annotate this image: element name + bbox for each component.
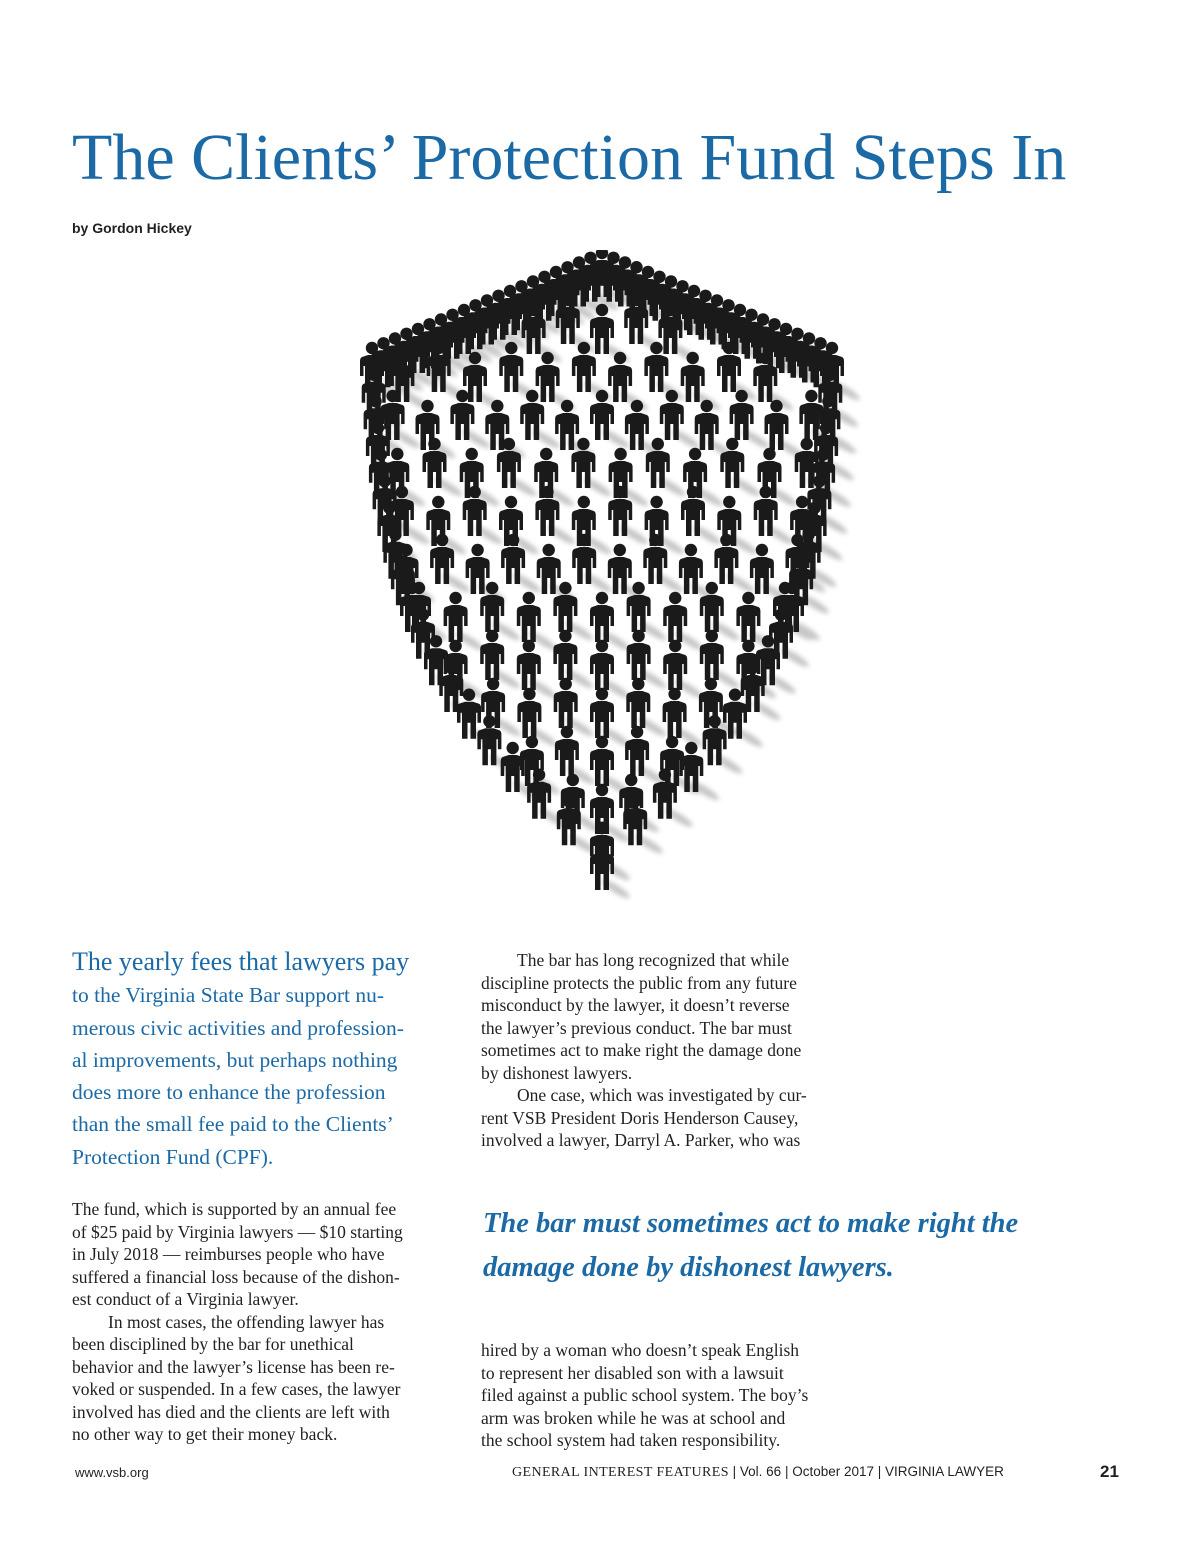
footer-separator: | [781, 1464, 793, 1479]
lead-line: merous civic activities and profession- [72, 1015, 404, 1040]
pull-quote-line: damage done by dishonest lawyers. [483, 1252, 894, 1283]
footer-date: October 2017 [792, 1464, 875, 1479]
text-line: the school system had taken responsibility. [481, 1430, 781, 1450]
body-column-right-top [481, 949, 871, 1152]
byline: by Gordon Hickey [72, 220, 192, 236]
footer-separator: | [728, 1464, 740, 1479]
body-column-right-bottom [481, 1339, 871, 1452]
lead-first-line: The yearly fees that lawyers pay [72, 947, 410, 976]
text-line: behavior and the lawyer’s license has been re- [72, 1356, 395, 1377]
page-number: 21 [1100, 1462, 1119, 1481]
footer-publication: VIRGINIA LAWYER [885, 1464, 1004, 1479]
footer-volume: Vol. 66 [739, 1464, 782, 1479]
text-line: In most cases, the offending lawyer has [108, 1311, 385, 1332]
article-title: The Clients’ Protection Fund Steps In [72, 121, 1067, 194]
text-line: sometimes act to make right the damage done [481, 1040, 802, 1060]
text-line: the lawyer’s previous conduct. The bar must [481, 1017, 792, 1038]
text-line: The fund, which is supported by an annual fee [72, 1199, 397, 1219]
lead-line: than the small fee paid to the Clients’ [72, 1112, 394, 1137]
text-line: no other way to get their money back. [72, 1424, 338, 1444]
paragraph-continued [481, 1339, 871, 1452]
text-line: discipline protects the public from any future [481, 972, 797, 993]
text-line: filed against a public school system. The boy’s [481, 1385, 809, 1405]
text-line: been disciplined by the bar for unethical [72, 1334, 354, 1354]
pull-quote-line: The bar must sometimes act to make right the [483, 1208, 1019, 1239]
text-line: involved has died and the clients are left with [72, 1401, 390, 1422]
text-line: involved a lawyer, Darryl A. Parker, who was [481, 1130, 801, 1150]
shield-of-people-illustration [330, 250, 870, 920]
text-line: The bar has long recognized that while [517, 950, 790, 970]
text-line: est conduct of a Virginia lawyer. [72, 1289, 299, 1309]
text-line: in July 2018 — reimburses people who have [72, 1244, 385, 1264]
text-line: arm was broken while he was at school and [481, 1407, 786, 1428]
text-line: voked or suspended. In a few cases, the lawyer [72, 1379, 401, 1399]
text-line: by dishonest lawyers. [481, 1062, 633, 1083]
text-line: hired by a woman who doesn’t speak English [481, 1340, 800, 1360]
lead-paragraph [72, 946, 452, 1173]
people-figures [360, 250, 844, 890]
paragraph-most-cases [72, 1311, 452, 1446]
text-line: One case, which was investigated by cur- [517, 1085, 807, 1105]
footer-section: GENERAL INTEREST FEATURES [512, 1465, 729, 1480]
body-column-left [72, 1198, 452, 1446]
footer-url: www.vsb.org [75, 1465, 149, 1480]
text-line: rent VSB President Doris Henderson Causey, [481, 1107, 799, 1128]
paragraph-one-case [481, 1084, 871, 1152]
paragraph-fund [72, 1198, 452, 1311]
text-line: misconduct by the lawyer, it doesn’t reverse [481, 995, 790, 1015]
footer-separator: | [874, 1464, 886, 1479]
lead-line: al improvements, but perhaps nothing [72, 1047, 398, 1072]
text-line: to represent her disabled son with a lawsuit [481, 1362, 784, 1383]
text-line: of $25 paid by Virginia lawyers — $10 starting [72, 1221, 403, 1242]
paragraph-bar-recognized [481, 949, 871, 1084]
pull-quote [483, 1202, 1123, 1290]
text-line: suffered a financial loss because of the dishon- [72, 1266, 400, 1287]
lead-line: to the Virginia State Bar support nu- [72, 983, 385, 1008]
lead-line: does more to enhance the profession [72, 1080, 386, 1105]
footer-running-head [512, 1464, 1004, 1481]
lead-line: Protection Fund (CPF). [72, 1144, 274, 1169]
